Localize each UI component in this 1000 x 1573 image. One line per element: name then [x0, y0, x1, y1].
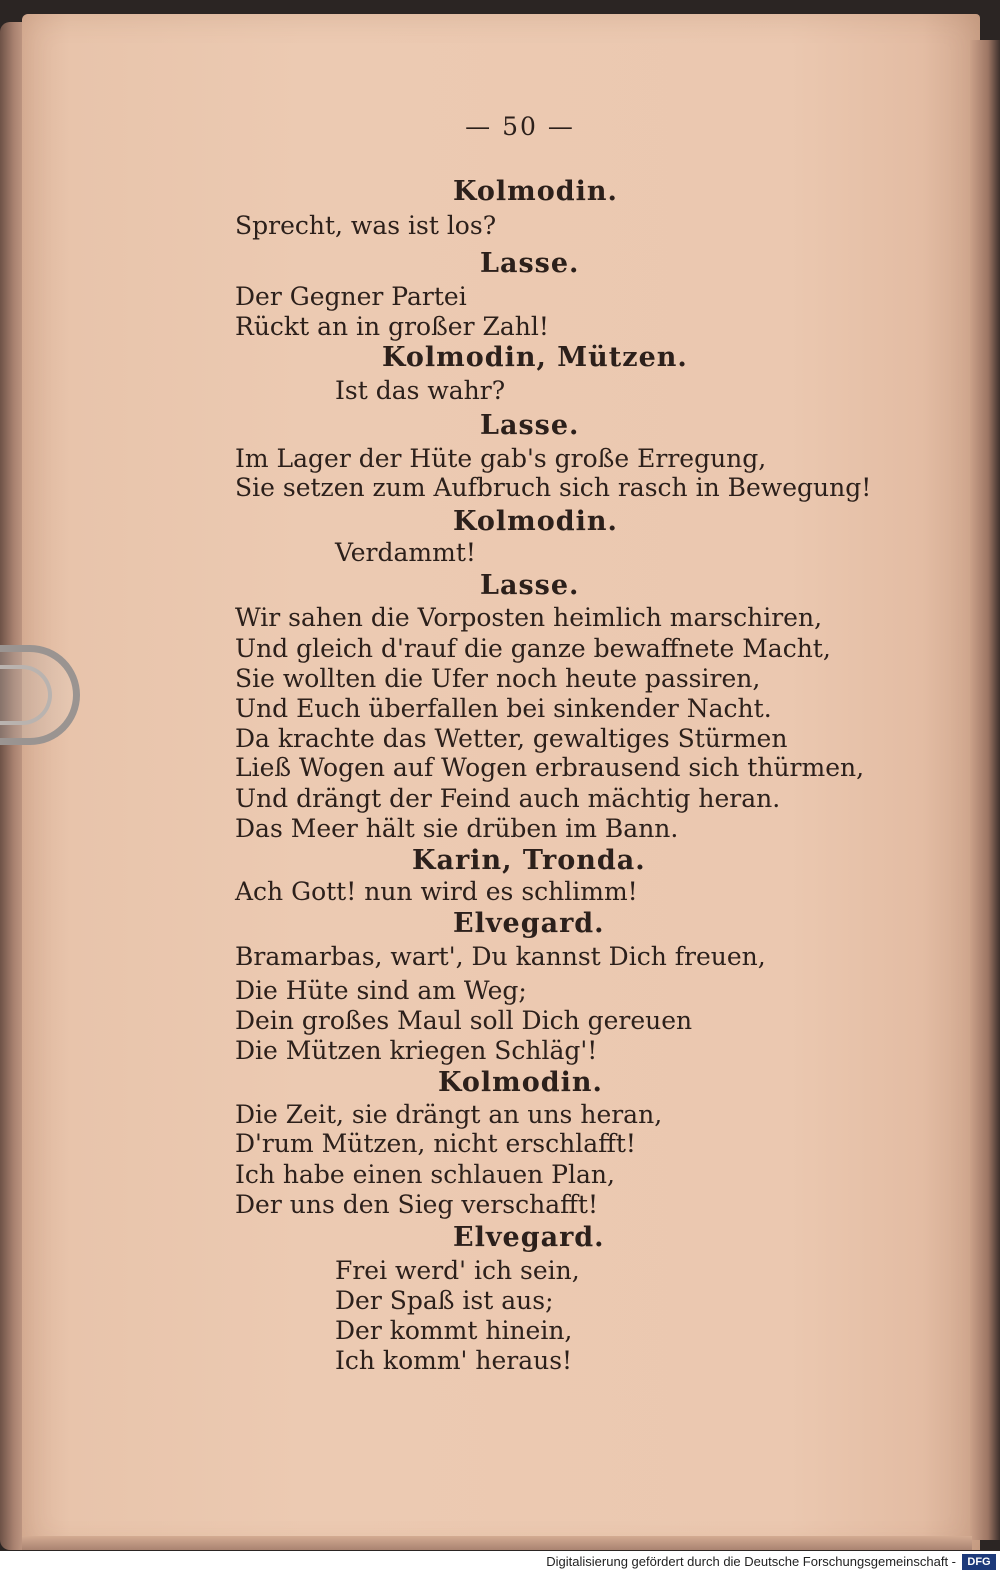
verse-line: Der uns den Sieg verschafft!	[235, 1190, 598, 1219]
verse-line: Ich habe einen schlauen Plan,	[235, 1160, 615, 1189]
speaker-name: Lasse.	[480, 248, 580, 279]
verse-line: Und gleich d'rauf die ganze bewaffnete Macht,	[235, 634, 831, 663]
verse-line: Und drängt der Feind auch mächtig heran.	[235, 784, 781, 813]
verse-line: Ach Gott! nun wird es schlimm!	[235, 877, 638, 906]
speaker-name: Karin, Tronda.	[412, 845, 646, 876]
speaker-name: Kolmodin.	[453, 506, 618, 537]
verse-line: Im Lager der Hüte gab's große Erregung,	[235, 444, 767, 473]
verse-line: Verdammt!	[335, 538, 476, 567]
speaker-name: Elvegard.	[453, 908, 605, 939]
verse-line: Der Spaß ist aus;	[335, 1286, 554, 1315]
speaker-name: Kolmodin.	[453, 176, 618, 207]
verse-line: Ist das wahr?	[335, 376, 506, 405]
verse-line: Sprecht, was ist los?	[235, 211, 497, 240]
speaker-name: Kolmodin, Mützen.	[382, 342, 688, 373]
verse-line: Die Zeit, sie drängt an uns heran,	[235, 1100, 663, 1129]
verse-line: Der Gegner Partei	[235, 282, 467, 311]
verse-line: Wir sahen die Vorposten heimlich marschiren,	[235, 603, 823, 632]
footer-credit: Digitalisierung gefördert durch die Deutsche Forschungsgemeinschaft -	[546, 1554, 956, 1569]
verse-line: Ließ Wogen auf Wogen erbrausend sich thürmen,	[235, 753, 865, 782]
verse-line: Die Hüte sind am Weg;	[235, 976, 527, 1005]
verse-line: Ich komm' heraus!	[335, 1346, 573, 1375]
verse-line: Frei werd' ich sein,	[335, 1256, 580, 1285]
verse-line: Das Meer hält sie drüben im Bann.	[235, 814, 679, 843]
verse-line: Und Euch überfallen bei sinkender Nacht.	[235, 694, 772, 723]
verse-line: D'rum Mützen, nicht erschlafft!	[235, 1129, 636, 1158]
verse-line: Sie wollten die Ufer noch heute passiren,	[235, 664, 761, 693]
verse-line: Sie setzen zum Aufbruch sich rasch in Bewegung!	[235, 473, 872, 502]
verse-line: Die Mützen kriegen Schläg'!	[235, 1036, 598, 1065]
verse-line: Dein großes Maul soll Dich gereuen	[235, 1006, 693, 1035]
verse-line: Der kommt hinein,	[335, 1316, 573, 1345]
speaker-name: Lasse.	[480, 410, 580, 441]
page-number: — 50 —	[465, 112, 575, 141]
speaker-name: Lasse.	[480, 570, 580, 601]
verse-line: Da krachte das Wetter, gewaltiges Stürmen	[235, 724, 788, 753]
speaker-name: Kolmodin.	[438, 1067, 603, 1098]
verse-line: Bramarbas, wart', Du kannst Dich freuen,	[235, 942, 766, 971]
digitization-footer	[0, 1551, 1000, 1573]
dfg-logo-icon: DFG	[962, 1554, 996, 1570]
verse-line: Rückt an in großer Zahl!	[235, 312, 549, 341]
speaker-name: Elvegard.	[453, 1222, 605, 1253]
